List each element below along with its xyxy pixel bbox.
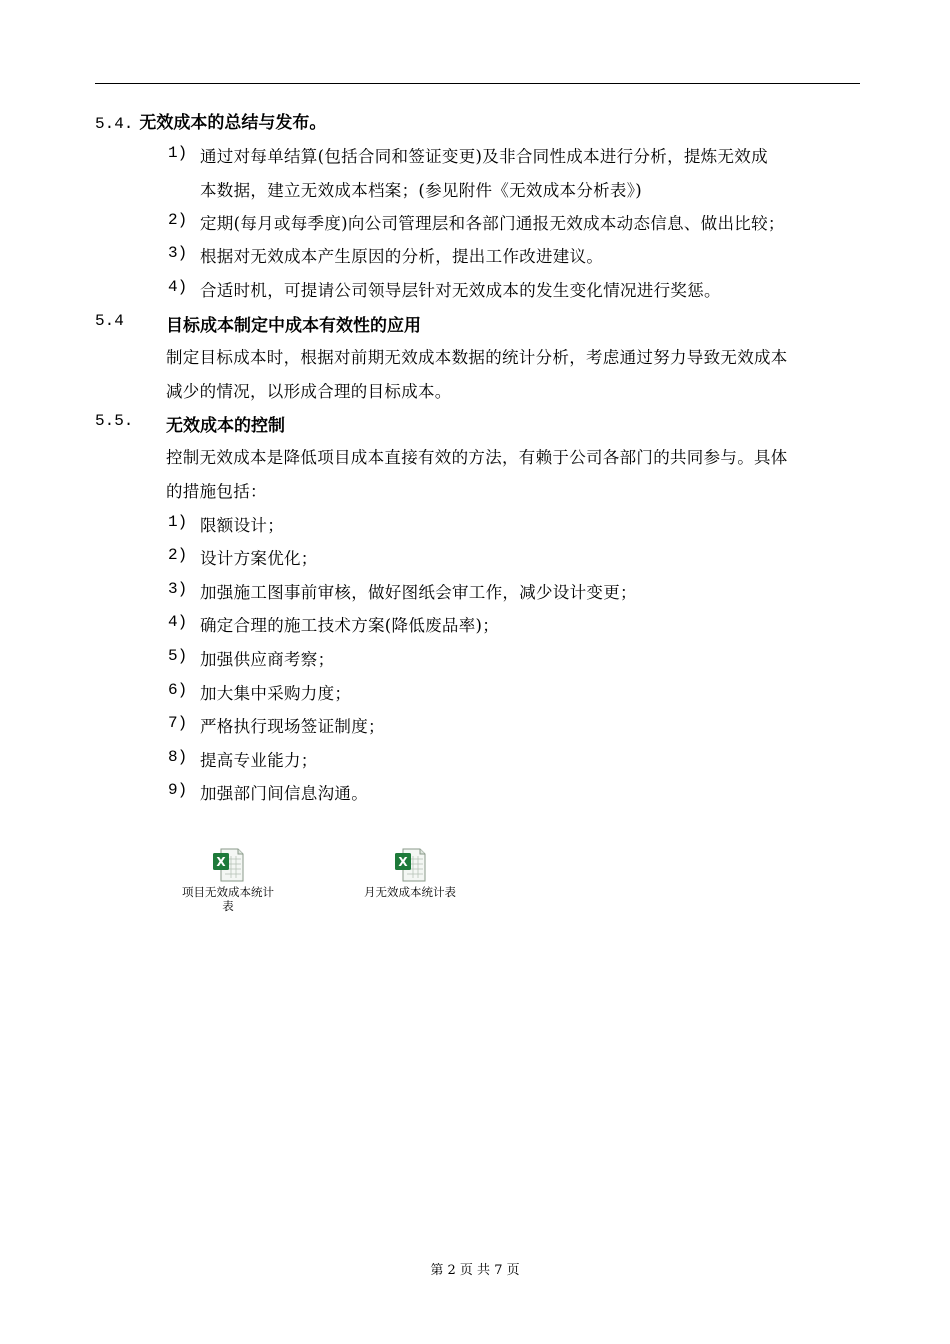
list-item-text: 根据对无效成本产生原因的分析，提出工作改进建议。 — [200, 247, 604, 266]
list-item-number: 7) — [168, 714, 188, 732]
list-item-text: 限额设计； — [200, 516, 284, 535]
list-item-number: 1) — [168, 144, 188, 162]
list-item-number: 6) — [168, 681, 188, 699]
list-item-text: 设计方案优化； — [200, 549, 318, 568]
list-item-text: 通过对每单结算(包括合同和签证变更)及非合同性成本进行分析，提炼无效成 — [200, 147, 768, 166]
attachment-project-cost-table[interactable] — [168, 847, 288, 913]
section-number: 5.4 — [95, 312, 124, 330]
paragraph-line: 的措施包括： — [166, 482, 267, 501]
list-item-text: 定期(每月或每季度)向公司管理层和各部门通报无效成本动态信息、做出比较； — [200, 214, 785, 233]
section-5-4-heading — [95, 108, 326, 133]
list-item-text: 严格执行现场签证制度； — [200, 717, 385, 736]
list-item-number: 3) — [168, 580, 188, 598]
list-item-text: 加强部门间信息沟通。 — [200, 784, 368, 803]
attachment-label-continued: 表 — [222, 899, 234, 913]
header-rule — [95, 83, 860, 84]
attachment-monthly-cost-table[interactable] — [350, 847, 470, 899]
list-item-number: 3) — [168, 244, 188, 262]
list-item-number: 4) — [168, 613, 188, 631]
paragraph-line: 控制无效成本是降低项目成本直接有效的方法，有赖于公司各部门的共同参与。具体 — [166, 448, 788, 467]
svg-text:X: X — [216, 855, 226, 869]
section-number: 5.4. — [95, 115, 134, 133]
list-item-number: 8) — [168, 748, 188, 766]
attachment-label: 月无效成本统计表 — [364, 885, 456, 899]
list-item-number: 5) — [168, 647, 188, 665]
section-title: 目标成本制定中成本有效性的应用 — [166, 316, 421, 336]
paragraph-line: 制定目标成本时，根据对前期无效成本数据的统计分析，考虑通过努力导致无效成本 — [166, 348, 788, 367]
list-item-text-continued: 本数据，建立无效成本档案；(参见附件《无效成本分析表》) — [200, 181, 643, 200]
section-number: 5.5. — [95, 412, 134, 430]
svg-text:X: X — [398, 855, 408, 869]
list-item-text: 加大集中采购力度； — [200, 684, 352, 703]
list-item-number: 4) — [168, 278, 188, 296]
list-item-text: 加强供应商考察； — [200, 650, 335, 669]
excel-icon — [393, 847, 427, 883]
list-item-text: 加强施工图事前审核，做好图纸会审工作，减少设计变更； — [200, 583, 637, 602]
section-title: 无效成本的总结与发布。 — [139, 113, 327, 133]
paragraph-line: 减少的情况，以形成合理的目标成本。 — [166, 382, 452, 401]
list-item-text: 合适时机，可提请公司领导层针对无效成本的发生变化情况进行奖惩。 — [200, 281, 721, 300]
page-footer: 第 2 页 共 7 页 — [430, 1263, 520, 1278]
attachment-label: 项目无效成本统计 — [182, 885, 274, 899]
excel-icon — [211, 847, 245, 883]
list-item-text: 确定合理的施工技术方案(降低废品率)； — [200, 616, 500, 635]
list-item-text: 提高专业能力； — [200, 751, 318, 770]
list-item-number: 9) — [168, 781, 188, 799]
list-item-number: 2) — [168, 211, 188, 229]
list-item-number: 1) — [168, 513, 188, 531]
list-item-number: 2) — [168, 546, 188, 564]
section-title: 无效成本的控制 — [166, 416, 285, 436]
